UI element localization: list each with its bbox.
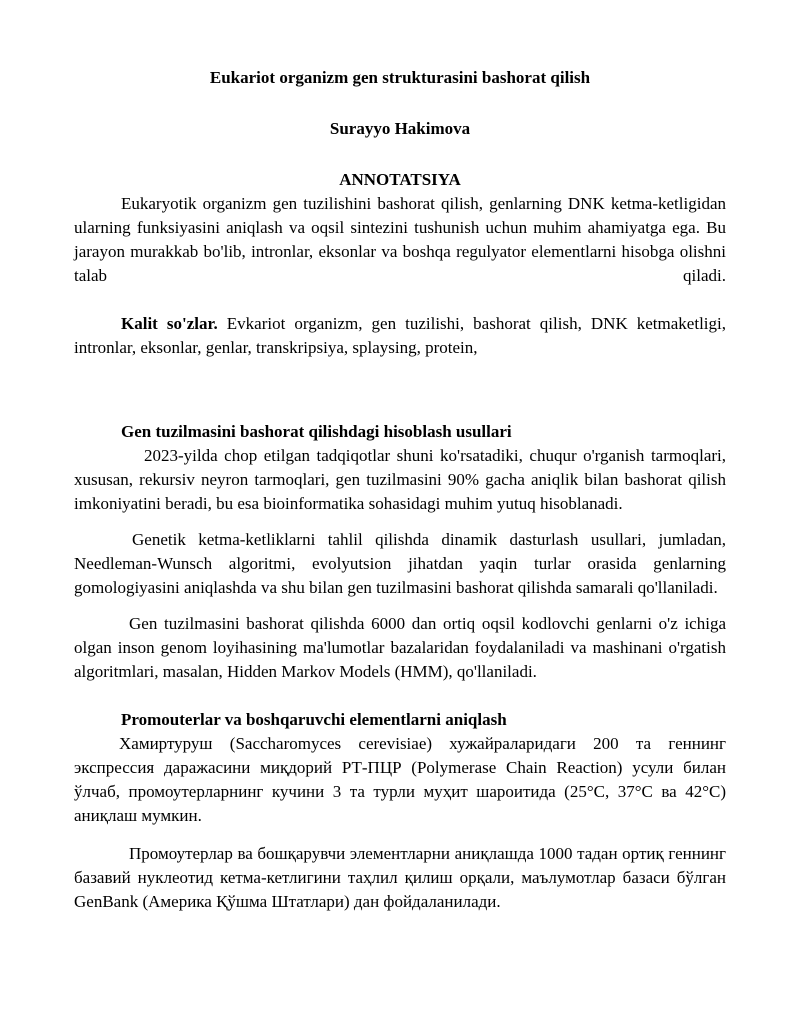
section1-paragraph-3: Gen tuzilmasini bashorat qilishda 6000 dan ortiq oqsil kodlovchi genlarni o'z ichiga olgan inson genom loyihasining ma'lumotlar bazalaridan foydalaniladi va mashinani o'rgatish algoritmlari, masalan, Hidden Markov Models (HMM), qo'llaniladi. — [74, 614, 726, 681]
abstract-heading: ANNOTATSIYA — [339, 170, 461, 189]
section2-paragraph-1: Хамиртуруш (Saccharomyces cerevisiae) хужайраларидаги 200 та геннинг экспрессия даражасини миқдорий РТ-ПЦР (Polymerase Chain Reaction) усули билан ўлчаб, промоутерларнинг кучини 3 та турли муҳит шароитида (25°C, 37°C ва 42°C) аниқлаш мумкин. — [74, 734, 726, 825]
section-heading-computational-methods: Gen tuzilmasini bashorat qilishdagi hisoblash usullari — [121, 422, 512, 441]
keywords-text: Evkariot organizm, gen tuzilishi, bashorat qilish, DNK ketmaketligi, intronlar, eksonlar, genlar, transkripsiya, splaysing, protein, — [74, 314, 726, 357]
keywords-paragraph — [74, 312, 726, 360]
document-page — [74, 60, 726, 914]
abstract-paragraph: Eukaryotik organizm gen tuzilishini bashorat qilish, genlarning DNK ketma-ketligidan ularning funksiyasini aniqlash va oqsil sintezini tushunish uchun muhim ahamiyatga ega. Bu jarayon murakkab bo'lib, intronlar, eksonlar va boshqa regulyator elementlarni hisobga olishni talab qiladi. — [74, 194, 726, 285]
section1-paragraph-1: 2023-yilda chop etilgan tadqiqotlar shuni ko'rsatadiki, chuqur o'rganish tarmoqlari, xususan, rekursiv neyron tarmoqlari, gen tuzilmasini 90% gacha aniqlik bilan bashorat qilish imkoniyatini beradi, bu esa bioinformatika sohasidagi muhim yutuq hisoblanadi. — [74, 446, 726, 513]
section-heading-promoters: Promouterlar va boshqaruvchi elementlarni aniqlash — [121, 710, 507, 729]
document-title: Eukariot organizm gen strukturasini bashorat qilish — [209, 68, 591, 87]
keywords-label: Kalit so'zlar. — [121, 314, 218, 333]
author-name: Surayyo Hakimova — [329, 119, 471, 138]
section2-paragraph-2: Промоутерлар ва бошқарувчи элементларни аниқлашда 1000 тадан ортиқ геннинг базавий нуклеотид кетма-кетлигини таҳлил қилиш орқали, маълумотлар базаси бўлган GenBank (Америка Қўшма Штатлари) дан фойдаланилади. — [74, 844, 726, 911]
section1-paragraph-2: Genetik ketma-ketliklarni tahlil qilishda dinamik dasturlash usullari, jumladan, Needleman-Wunsch algoritmi, evolyutsion jihatdan yaqin turlar orasida genlarning gomologiyasini aniqlashda va shu bilan gen tuzilmasini bashorat qilishda samarali qo'llaniladi. — [74, 530, 726, 597]
